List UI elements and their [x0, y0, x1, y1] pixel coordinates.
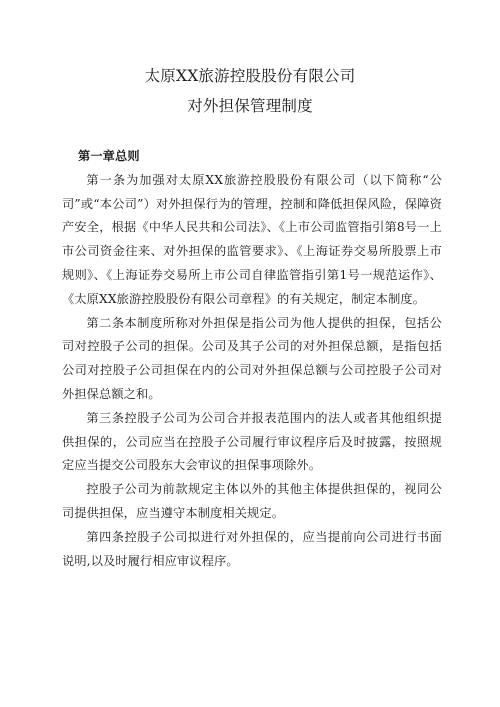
- chapter-heading: 第一章总则: [78, 149, 140, 163]
- article-4-paragraph: 第四条控股子公司拟进行对外担保的，应当提前向公司进行书面说明,以及时履行相应审议程序。: [62, 529, 442, 568]
- document-subtitle: 对外担保管理制度: [187, 97, 313, 115]
- article-3-paragraph: 第三条控股子公司为公司合并报表范围内的法人或者其他组织提供担保的，公司应当在控股子公司履行审议程序后及时披露，按照规定应当提交公司股东大会审议的担保事项除外。: [62, 410, 442, 473]
- article-2-paragraph: 第二条本制度所称对外担保是指公司为他人提供的担保，包括公司对控股子公司的担保。公司及其子公司的对外担保总额，是指包括公司对控股子公司担保在内的公司对外担保总额与公司控股子公司对外担保总额之和。: [62, 315, 442, 401]
- company-title: 太原XX旅游控股股份有限公司: [144, 67, 356, 85]
- document-body: [62, 145, 442, 573]
- article-1-paragraph: 第一条为加强对太原XX旅游控股股份有限公司（以下简称“公司”或“本公司”）对外担保行为的管理，控制和降低担保风险，保障资产安全，根据《中华人民共和公司法》、《上市公司监管指引第8号一上市公司资金往来、对外担保的监管要求》、《上海证券交易所股票上市规则》、《上海证券交易所上市公司自律监管指引第1号一规范运作》、《太原XX旅游控股股份有限公司章程》的有关规定，制定本制度。: [62, 172, 442, 306]
- article-3-subparagraph: 控股子公司为前款规定主体以外的其他主体提供担保的，视同公司提供担保，应当遵守本制度相关规定。: [62, 482, 442, 520]
